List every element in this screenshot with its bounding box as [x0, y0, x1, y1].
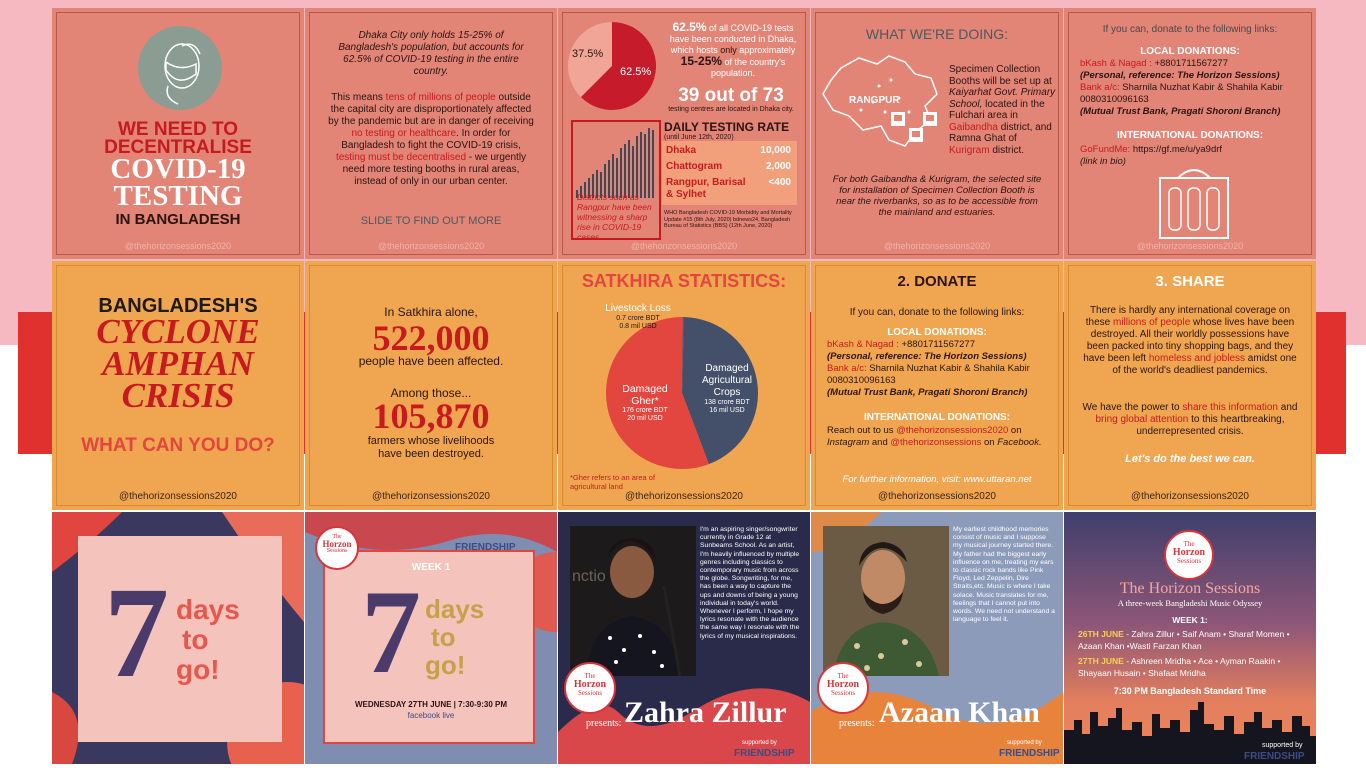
share-closing: Let's do the best we can.	[1125, 453, 1255, 465]
tile-donation-links[interactable]	[1064, 8, 1316, 259]
lineup-day-1: 26TH JUNE - Zahra Zillur • Saif Anam • Sharaf Momen • Azaan Khan •Wasti Farzan Khan	[1078, 629, 1290, 651]
horizon-sessions-logo: The Horzon Sessions	[1164, 530, 1214, 580]
donate-title: 2. DONATE	[897, 273, 977, 290]
singer-photo-icon	[570, 526, 696, 676]
section-title: WHAT WE'RE DOING:	[865, 26, 1009, 42]
local-donations-heading: LOCAL DONATIONS:	[887, 327, 987, 338]
tile-share[interactable]	[1064, 261, 1316, 510]
countdown-number: 7	[104, 561, 169, 705]
shopping-bag-icon	[1156, 166, 1232, 240]
rate-row-value: <400	[768, 177, 791, 188]
instagram-handle: @thehorizonsessions2020	[883, 241, 991, 251]
crisis-line-3: AMPHAN	[102, 344, 254, 383]
local-donations-details: bKash & Nagad : +8801711567277 (Personal, reference: The Horizon Sessions) Bank a/c: Sharnila Nuzhat Kabir & Shahila Kabir 0080310096163 (Mutual Trust Bank, Pragati Shoroni Branch)	[827, 339, 1030, 398]
crisis-line-4: CRISIS	[121, 376, 235, 415]
among-label: Among those...	[390, 386, 472, 400]
rate-row-label: Chattogram	[666, 161, 723, 172]
gofundme-link[interactable]: GoFundMe: https://gf.me/u/ya9drf (link in bio)	[1080, 144, 1223, 167]
daily-rate-table	[662, 141, 797, 205]
artist-photo	[570, 526, 696, 676]
booth-paragraph: Specimen Collection Booths will be set up at Kaiyarhat Govt. Primary School, located in the Fulchari area in Gaibandha district, and Ramna Ghat of Kurigram district.	[949, 64, 1056, 156]
intro-paragraph: Dhaka City only holds 15-25% of Bangladesh's population, but accounts for 62.5% of COVID-19 testing in the entire country.	[338, 30, 524, 77]
slice-sub-crops: 138 crore BDT 16 mil USD	[704, 399, 750, 414]
instagram-handle: @thehorizonsessions2020	[630, 241, 738, 251]
presents-label: presents:	[839, 718, 875, 729]
affected-number: 522,000	[372, 318, 490, 358]
pie-label-b: 62.5%	[620, 66, 652, 78]
rate-row-label: Dhaka	[666, 145, 697, 156]
body-paragraph: This means tens of millions of people outside the capital city are disproportionately affected by the pandemic but are in danger of receiving no testing or healthcare. In order for Bangladesh to fight the COVID-19 crisis, testing must be decentralised - we urgently need more testing booths in rural areas, instead of only in our urban center.	[328, 92, 534, 187]
tile-artist-zahra[interactable]	[558, 512, 810, 764]
slice-label-livestock: Livestock Loss	[605, 303, 671, 314]
headline-line-5: IN BANGLADESH	[115, 211, 241, 228]
artist-portrait-icon	[823, 526, 949, 676]
donate-intro: If you can, donate to the following links:	[1102, 24, 1278, 35]
horizon-sessions-logo: The Horzon Sessions	[564, 662, 616, 714]
event-platform: facebook live	[407, 711, 455, 720]
cases-bar-chart	[571, 120, 661, 240]
instagram-handle: @thehorizonsessions2020	[1136, 241, 1244, 251]
event-date: WEDNESDAY 27TH JUNE | 7:30-9:30 PM	[354, 700, 508, 709]
share-paragraph-1: There is hardly any international coverage on these millions of people whose lives have been destroyed. All their worldly possessions have been packed into tiny shopping bags, and they have been left homeless and jobless amidst one of the world's deadliest pandemics.	[1083, 305, 1297, 376]
friendship-sponsor: FRIENDSHIP	[455, 542, 516, 553]
tile-satkhira-statistics[interactable]	[558, 261, 810, 510]
instagram-handle: @thehorizonsessions2020	[1130, 491, 1249, 502]
artist-photo	[823, 526, 949, 676]
slice-sub-livestock: 0.7 crore BDT 0.8 mil USD	[616, 315, 660, 330]
what-can-you-do: WHAT CAN YOU DO?	[81, 435, 275, 456]
artist-name: Azaan Khan	[879, 696, 1040, 729]
instagram-handle: @thehorizonsessions2020	[377, 241, 485, 251]
lineup-day-2: 27TH JUNE - Ashreen Mridha • Ace • Ayman Raakin • Shayaan Husain • Shafaat Mridha	[1078, 656, 1281, 678]
supported-by: supported by	[1262, 742, 1303, 749]
event-time: 7:30 PM Bangladesh Standard Time	[1113, 686, 1267, 696]
supported-by: supported by	[742, 740, 777, 746]
headline-line-3: COVID-19	[110, 153, 246, 185]
tile-week1-countdown[interactable]	[305, 512, 557, 764]
share-title: 3. SHARE	[1155, 273, 1225, 290]
tile-amphan-crisis[interactable]	[52, 261, 304, 510]
cases-note: Districts such as Rangpur have been witnessing a sharp rise in COVID-19 cases.	[577, 192, 652, 242]
week-label: WEEK 1:	[1172, 615, 1208, 625]
headline-line-4: TESTING	[113, 180, 243, 212]
artist-bio: I'm an aspiring singer/songwriter currently in Grade 12 at Sunbeams School. As an artist, I'm heavily influenced by multiple genres including classics to contemporary music from across the globe. Songwriting, for me, has been a way to capture the ups and downs of being a young individual in today's world. Whenever I perform, I hope my lyrics resonate with the audience the same way I resonate with the lyrics of my musical inspirations.	[700, 526, 800, 640]
slice-label-gher: Damaged Gher*	[622, 383, 668, 407]
gher-footnote: *Gher refers to an area of agricultural land	[570, 473, 656, 491]
pie-label-a: 37.5%	[572, 48, 604, 60]
event-title: The Horizon Sessions	[1119, 580, 1261, 597]
artist-bio: My earliest childhood memories consist of music and I suppose my musical journey started there. My father had the biggest early influence on me, treating my ears to classic rock bands like Pink Floyd, Led Zeppelin, Dire Straits,etc. Music is where I take solace. Music translates for me, feelings that I cannot put into words. We need not understand a language to feel it.	[953, 526, 1055, 624]
local-donations-details: bKash & Nagad : +8801711567277 (Personal, reference: The Horizon Sessions) Bank a/c: Sharnila Nuzhat Kabir & Shahila Kabir 0080310096163 (Mutual Trust Bank, Pragati Shoroni Branch)	[1080, 58, 1283, 117]
rate-row-value: 2,000	[765, 161, 791, 172]
daily-rate-sub: (until June 12th, 2020)	[664, 134, 734, 141]
countdown-word-1: days	[425, 594, 485, 624]
headline-line-1: WE NEED TO	[118, 119, 238, 140]
booth-icon	[889, 110, 939, 146]
satkhira-intro: In Satkhira alone,	[384, 305, 478, 319]
riverbank-paragraph: For both Gaibandha & Kurigram, the selected site for installation of Specimen Collection Booth is near the riverbanks, so as to be accessible from the mainland and estuaries.	[832, 174, 1042, 218]
slice-label-crops: Damaged Agricultural Crops	[701, 363, 753, 398]
friendship-sponsor: FRIENDSHIP	[999, 748, 1060, 759]
mask-face-icon	[138, 26, 222, 110]
instagram-handle: @thehorizonsessions2020	[877, 491, 996, 502]
instagram-handle: @thehorizonsessions2020	[118, 491, 237, 502]
headline-line-2: DECENTRALISE	[104, 137, 252, 158]
crisis-line-2: CYCLONE	[96, 312, 260, 351]
crisis-line-1: BANGLADESH'S	[98, 295, 258, 317]
instagram-handle: @thehorizonsessions2020	[624, 491, 743, 502]
slide-cta: SLIDE TO FIND OUT MORE	[360, 215, 502, 227]
supported-by: supported by	[1007, 740, 1042, 746]
centres-stat-sub: testing centres are located in Dhaka city.	[668, 106, 794, 113]
farmers-label: farmers whose livelihoods have been destroyed.	[367, 435, 495, 460]
reach-out-text: Reach out to us @thehorizonsessions2020 on Instagram and @thehorizonsessions on Facebook.	[827, 425, 1042, 448]
donate-intro: If you can, donate to the following links:	[849, 307, 1025, 318]
share-paragraph-2: We have the power to share this information and bring global attention to this heartbreaking, underrepresented crisis.	[1082, 402, 1298, 437]
tile-event-lineup[interactable]	[1064, 512, 1316, 764]
horizon-sessions-logo: The Horzon Sessions	[315, 526, 359, 570]
affected-label: people have been affected.	[358, 354, 504, 368]
horizon-sessions-logo: The Horzon Sessions	[817, 662, 869, 714]
farmers-number: 105,870	[372, 396, 490, 436]
tile-decentralise-testing[interactable]	[52, 8, 304, 259]
event-subtitle: A three-week Bangladeshi Music Odyssey	[1117, 598, 1263, 608]
cases-bars-icon	[573, 124, 659, 200]
presents-label: presents:	[586, 718, 622, 729]
intl-donations-heading: INTERNATIONAL DONATIONS:	[1116, 130, 1264, 141]
countdown-word-2: to	[182, 624, 209, 655]
photo-bg-text: nctio	[572, 568, 606, 585]
friendship-sponsor: FRIENDSHIP	[1244, 751, 1305, 762]
tile-testing-stats[interactable]	[558, 8, 810, 259]
week-label: WEEK 1	[411, 562, 451, 573]
chart-title: SATKHIRA STATISTICS:	[581, 271, 787, 291]
countdown-word-2: to	[431, 622, 456, 652]
tile-dhaka-testing-info[interactable]	[305, 8, 557, 259]
tile-satkhira-affected[interactable]	[305, 261, 557, 510]
countdown-word-1: days	[176, 594, 240, 625]
sources: WHO Bangladesh COVID-19 Morbidity and Mortality Update #15 (8th July, 2020) bdnews24, Bangladesh Bureau of Statistics (BBS) (12th June, 2020)	[664, 210, 792, 229]
slice-sub-gher: 176 crore BDT 20 mil USD	[622, 407, 668, 422]
countdown-number: 7	[361, 565, 421, 698]
tile-donate[interactable]	[811, 261, 1063, 510]
countdown-word-3: go!	[425, 650, 466, 680]
daily-rate-title: DAILY TESTING RATE	[664, 120, 790, 134]
tile-what-we-are-doing[interactable]	[811, 8, 1063, 259]
instagram-handle: @thehorizonsessions2020	[371, 491, 490, 502]
testing-stat-text: 62.5% of all COVID-19 tests have been conducted in Dhaka, which hosts only approximately 15-25% of the country's population.	[669, 20, 797, 78]
rate-row-label: Rangpur, Barisal & Sylhet	[666, 177, 746, 200]
friendship-sponsor: FRIENDSHIP	[734, 748, 795, 759]
artist-name: Zahra Zillur	[624, 696, 787, 729]
region-label: RANGPUR	[849, 95, 900, 106]
instagram-handle: @thehorizonsessions2020	[124, 241, 232, 251]
local-donations-heading: LOCAL DONATIONS:	[1140, 46, 1240, 57]
rate-row-value: 10,000	[760, 145, 791, 156]
further-info-link[interactable]: For further information, visit: www.uttaran.net	[842, 474, 1032, 485]
tile-7-days-countdown[interactable]	[52, 512, 304, 764]
centres-stat: 39 out of 73	[678, 85, 784, 106]
tile-artist-azaan[interactable]	[811, 512, 1063, 764]
tile-border	[1068, 265, 1312, 506]
countdown-word-3: go!	[176, 654, 220, 685]
intl-donations-heading: INTERNATIONAL DONATIONS:	[863, 412, 1011, 423]
